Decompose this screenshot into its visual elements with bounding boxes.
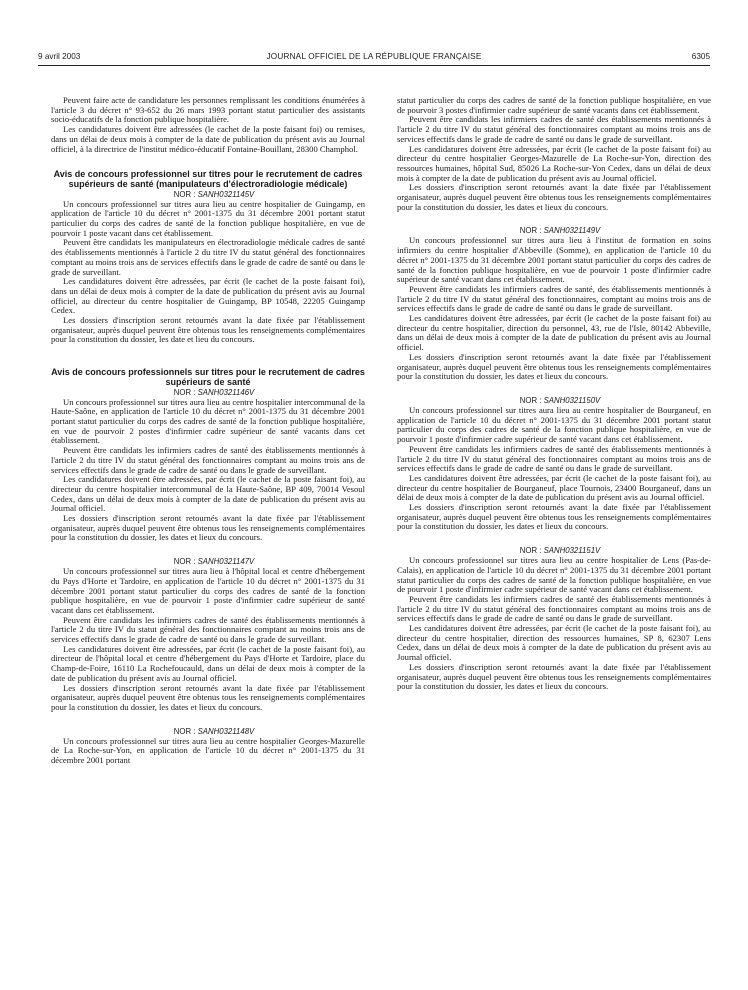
nor-code: SANH0321146V: [197, 387, 255, 397]
paragraph: Les candidatures doivent être adressées, par écrit (le cachet de la poste faisant foi), au directeur du centre hospitalier de Bourganeuf, place Tournois, 23400 Bourganeuf, dans un délai de deux mois à compter de la date de publication du présent avis au Journal officiel.: [397, 472, 711, 503]
paragraph: Peuvent être candidats les infirmiers cadres de santé des établissements mentionnés à l'article 2 du titre IV du statut général des fonctionnaires comptant au moins trois ans de services effectifs dans le grade de cadre de santé ou dans le grade de surveillant.: [51, 445, 365, 475]
paragraph: Un concours professionnel sur titres aura lieu au centre hospitalier de Lens (Pas-de-Calais), en application de l'article 10 du décret n° 2001-1375 du 31 décembre 2001 portant statut particulier du corps des cadres de santé de la fonction publique hospitalière, en vue de pourvoir 1 poste d'infirmier cadre supérieur de santé vacant dans cet établissement.: [397, 555, 711, 595]
nor-label: NOR :: [519, 226, 542, 236]
paragraph: statut particulier du corps des cadres de santé de la fonction publique hospitalière, en vue de pourvoir 3 postes d'infirmier cadre supérieur de santé vacants dans cet établissement.: [397, 95, 711, 115]
nor-label: NOR :: [173, 387, 196, 397]
right-column: [397, 96, 711, 692]
paragraph: Les candidatures doivent être adressées (le cachet de la poste faisant foi) ou remises, dans un délai de deux mois à compter de la date de publication du présent avis au Journal officiel, à la directrice de l'institut médico-éducatif Fontaine-Bouillant, 28300 Champhol.: [51, 124, 365, 154]
left-column: [51, 96, 365, 766]
paragraph: Les dossiers d'inscription seront retournés avant la date fixée par l'établissement organisateur, auprès duquel peuvent être obtenus tous les renseignements complémentaires pour la constitution du dossier, les dates et lieux du concours.: [397, 182, 711, 212]
nor-label: NOR :: [173, 189, 196, 199]
paragraph: Peuvent être candidats les infirmiers cadres de santé des établissements mentionnés à l'article 2 du titre IV du statut général des fonctionnaires comptant au moins trois ans de services effectifs dans le grade de cadre de santé ou dans le grade de surveillant.: [397, 114, 711, 144]
header-rule: [38, 65, 710, 66]
paragraph: Un concours professionnel sur titres aura lieu à l'hôpital local et centre d'hébergement du Pays d'Horte et Tardoire, en application de l'article 10 du décret n° 2001-1375 du 31 décembre 2001 portant statut particulier du corps des cadres de santé de la fonction publique hospitalière, en vue de pourvoir 1 poste d'infirmier cadre supérieur de santé vacant dans cet établissement.: [51, 566, 365, 615]
paragraph: Un concours professionnel sur titres aura lieu à l'institut de formation en soins infirmiers du centre hospitalier d'Abbeville (Somme), en application de l'article 10 du décret n° 2001-1375 du 31 décembre 2001 portant statut particulier du corps des cadres de santé de la fonction publique hospitalière, en vue de pourvoir 1 poste d'infirmier cadre supérieur de santé vacant dans cet établissement.: [397, 235, 711, 285]
paragraph: Les candidatures doivent être adressées, par écrit (le cachet de la poste faisant foi) au directeur du centre hospitalier Georges-Mazurelle de La Roche-sur-Yon, direction des ressources humaines, hôpital Sud, 85026 La Roche-sur-Yon Cedex, dans un délai de deux mois à compter de la date de publication du présent avis au Journal officiel.: [397, 143, 711, 183]
paragraph: Les candidatures doivent être adressées, par écrit (le cachet de la poste faisant foi), dans un délai de deux mois à compter de la date de publication du présent avis au Journal officiel, au directeur du centre hospitalier de Guingamp, BP 10548, 22205 Guingamp Cedex.: [51, 276, 365, 316]
nor-code: SANH0321147V: [197, 557, 255, 567]
nor-code: SANH0321149V: [543, 226, 601, 236]
paragraph: Un concours professionnel sur titres aura lieu au centre hospitalier Georges-Mazurelle de La Roche-sur-Yon, en application de l'article 10 du décret n° 2001-1375 du 31 décembre 2001 portant: [51, 735, 365, 766]
paragraph: Les dossiers d'inscription seront retournés avant la date fixée par l'établissement organisateur, auprès duquel peuvent être obtenus tous les renseignements complémentaires pour la constitution du dossier, les dates et lieux du concours.: [51, 513, 365, 543]
paragraph: Un concours professionnel sur titres aura lieu au centre hospitalier intercommunal de la Haute-Saône, en application de l'article 10 du décret n° 2001-1375 du 31 décembre 2001 portant statut particulier du corps des cadres de santé de la fonction publique hospitalière, en vue de pourvoir 2 postes d'infirmier cadre supérieur de santé vacants dans cet établissement.: [51, 396, 365, 446]
paragraph: Les candidatures doivent être adressées, par écrit (le cachet de la poste faisant foi), au directeur du centre hospitalier, direction des ressources humaines, SP 8, 62307 Lens Cedex, dans un délai de deux mois à compter de la date de publication du présent avis au Journal officiel.: [397, 623, 711, 663]
paragraph: Les candidatures doivent être adressées, par écrit (le cachet de la poste faisant foi), au directeur du centre hospitalier intercommunal de la Haute-Saône, BP 409, 70014 Vesoul Cedex, dans un délai de deux mois à compter de la date de publication du présent avis au Journal officiel.: [51, 474, 365, 514]
nor-label: NOR :: [519, 546, 542, 556]
nor-label: NOR :: [173, 557, 196, 567]
page-number: 6305: [691, 52, 710, 61]
paragraph: Un concours professionnel sur titres aura lieu au centre hospitalier de Bourganeuf, en application de l'article 10 du décret n° 2001-1375 du 31 décembre 2001 portant statut particulier du corps des cadres de santé de la fonction publique hospitalière, en vue de pourvoir 1 poste d'infirmier cadre supérieur de santé vacant dans cet établissement.: [397, 404, 711, 445]
nor-label: NOR :: [173, 726, 196, 736]
nor-code: SANH0321148V: [197, 726, 255, 736]
paragraph: Peuvent être candidats les infirmiers cadres de santé des établissements mentionnés à l'article 2 du titre IV du statut général des fonctionnaires comptant au moins trois ans de services effectifs dans le grade de cadre de santé ou dans le grade de surveillant.: [397, 443, 711, 474]
paragraph: Peuvent être candidats les infirmiers cadres de santé, des établissements mentionnés à l'article 2 du titre IV du statut général des fonctionnaires, comptant au moins trois ans de services effectifs dans le grade de cadre de santé ou dans le grade de surveillant.: [397, 283, 711, 314]
page-header: [38, 52, 710, 64]
paragraph: Un concours professionnel sur titres aura lieu au centre hospitalier de Guingamp, en application de l'article 10 du décret n° 2001-1375 du 31 décembre 2001 portant statut particulier du corps des cadres de santé de la fonction publique hospitalière, en vue de pourvoir 1 poste vacant dans cet établissement.: [51, 198, 365, 238]
paragraph: Peuvent être candidats les infirmiers cadres de santé des établissements mentionnés à l'article 2 du titre IV du statut général des fonctionnaires comptant au moins trois ans de services effectifs dans le grade de cadre de santé ou dans le grade de surveillant.: [51, 614, 365, 645]
paragraph: Les candidatures doivent être adressées, par écrit (le cachet de la poste faisant foi) au directeur du centre hospitalier, direction du personnel, 43, rue de l'Isle, 80142 Abbeville, dans un délai de deux mois à compter de la date de publication du présent avis au Journal officiel.: [397, 313, 711, 353]
notice-heading: Avis de concours professionnel sur titres pour le recrutement de cadres supérieurs de santé (manipulateurs d'électroradiologie médicale): [53, 169, 363, 190]
paragraph: Les candidatures doivent être adressées, par écrit (le cachet de la poste faisant foi), au directeur de l'hôpital local et centre d'hébergement du Pays d'Horte et Tardoire, place du Champ-de-Foire, 16110 La Rochefoucauld, dans un délai de deux mois à compter de la date de publication du présent avis au Journal officiel.: [51, 643, 365, 683]
nor-label: NOR :: [519, 395, 542, 405]
paragraph: Peuvent être candidats les infirmiers cadres de santé des établissements mentionnés à l'article 2 du titre IV du statut général des fonctionnaires comptant au moins trois ans de services effectifs dans le grade de cadre de santé ou dans le grade de surveillant.: [397, 593, 711, 624]
nor-code: SANH0321151V: [543, 546, 601, 556]
paragraph: Les dossiers d'inscription seront retournés avant la date fixée par l'établissement organisateur, auprès duquel peuvent être obtenus tous les renseignements complémentaires pour la constitution du dossier, les dates et lieux du concours.: [397, 351, 711, 382]
paragraph: Peuvent être candidats les manipulateurs en électroradiologie médicale cadres de santé des établissements mentionnés à l'article 2 du titre IV du statut général des fonctionnaires comptant au moins trois ans de services effectifs dans le grade de cadre de santé ou dans le grade de surveillant.: [51, 237, 365, 277]
journal-title: JOURNAL OFFICIEL DE LA RÉPUBLIQUE FRANÇAISE: [266, 52, 482, 61]
nor-code: SANH0321150V: [543, 395, 601, 405]
paragraph: Peuvent faire acte de candidature les personnes remplissant les conditions énumérées à l'article 3 du décret n° 93-652 du 26 mars 1993 portant statut particulier des assistants socio-éducatifs de la fonction publique hospitalière.: [51, 95, 365, 125]
issue-date: 9 avril 2003: [38, 52, 81, 61]
paragraph: Les dossiers d'inscription seront retournés avant la date fixée par l'établissement organisateur, auprès duquel peuvent être obtenus tous les renseignements complémentaires pour la constitution du dossier, les date et lieu du concours.: [51, 315, 365, 345]
nor-code: SANH0321145V: [197, 189, 255, 199]
paragraph: Les dossiers d'inscription seront retournés avant la date fixée par l'établissement organisateur, auprès duquel peuvent être obtenus tous les renseignements complémentaires pour la constitution du dossier, les dates et lieux du concours.: [51, 682, 365, 712]
paragraph: Les dossiers d'inscription seront retournés avant la date fixée par l'établissement organisateur, auprès duquel peuvent être obtenus tous les renseignements complémentaires pour la constitution du dossier, les dates et lieux du concours.: [397, 661, 711, 692]
notice-heading: Avis de concours professionnels sur titres pour le recrutement de cadres supérieurs de santé: [51, 367, 365, 388]
paragraph: Les dossiers d'inscription seront retournés avant la date fixée par l'établissement organisateur, auprès duquel peuvent être obtenus tous les renseignements complémentaires pour la constitution du dossier, les dates et lieux du concours.: [397, 502, 711, 532]
